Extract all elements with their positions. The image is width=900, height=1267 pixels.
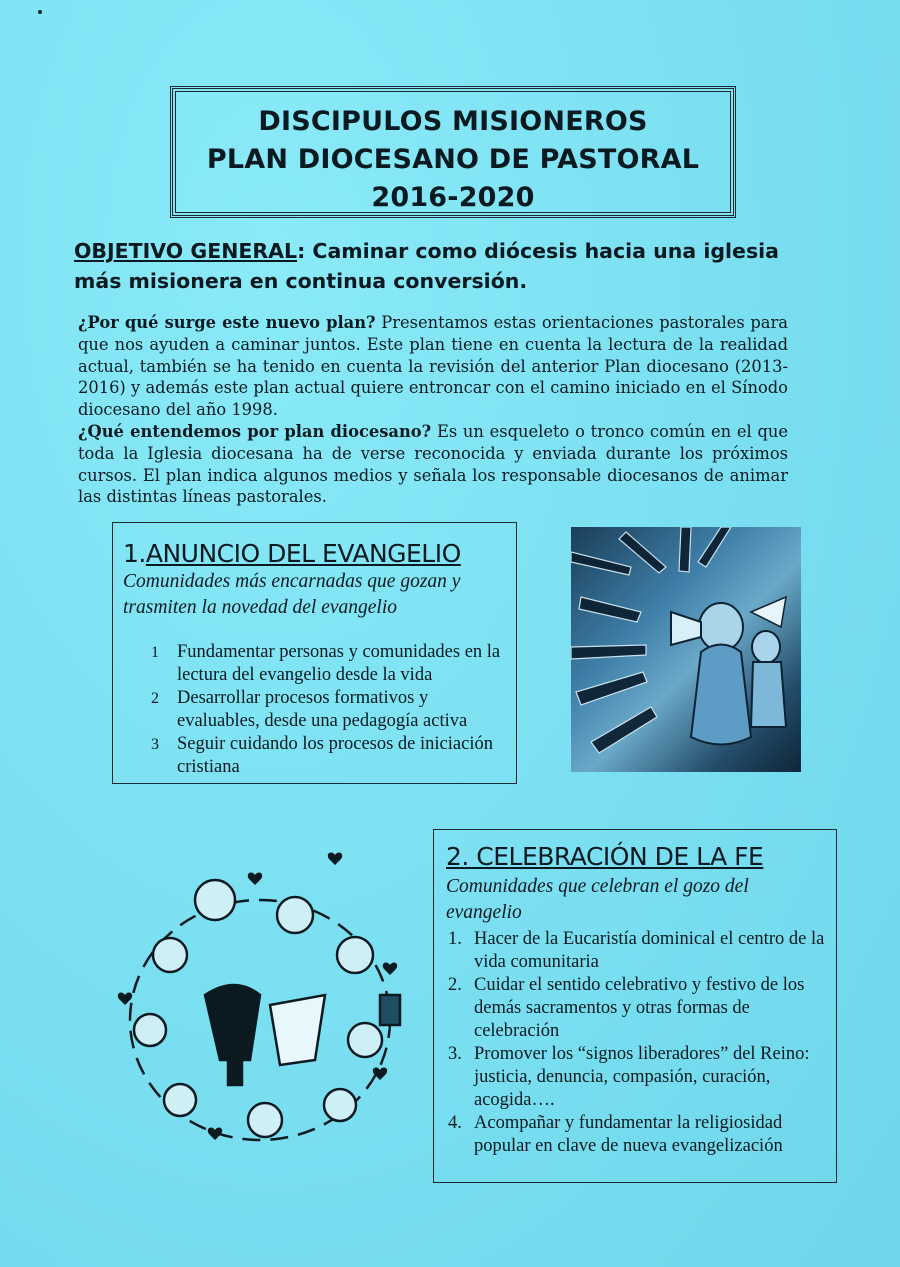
answer-1: Presentamos estas orientaciones pastorales para que nos ayuden a caminar juntos. Este plan tiene en cuenta la lectura de la realidad actual, también se ha tenido en cuenta la revisión del anterior Plan diocesano (2013-2016) y además este plan actual quiere entroncar con el camino iniciado en el Sínodo diocesano del año 1998.	[78, 313, 788, 420]
item-text: Seguir cuidando los procesos de iniciación cristiana	[177, 734, 493, 777]
section-2-list	[448, 928, 833, 1158]
list-item	[448, 974, 833, 1043]
objective-text: : Caminar como diócesis hacia una iglesia más misionera en continua conversión.	[74, 239, 780, 293]
question-1: ¿Por qué surge este nuevo plan?	[78, 313, 376, 332]
answer-2: Es un esqueleto o tronco común en el que toda la Iglesia diocesana ha de verse reconocida y enviada durante los próximos cursos. El plan indica algunos medios y señala los responsable diocesanos de animar las distintas líneas pastorales.	[78, 421, 788, 507]
item-number: 3	[151, 736, 159, 753]
item-number: 2.	[448, 975, 462, 995]
title-line-1: DISCIPULOS MISIONEROS	[258, 106, 648, 137]
section-anuncio-box	[112, 522, 517, 784]
item-text: Fundamentar personas y comunidades en la lectura del evangelio desde la vida	[177, 642, 501, 685]
item-text: Hacer de la Eucaristía dominical el centro de la vida comunitaria	[474, 929, 825, 972]
megaphone-illustration	[571, 527, 801, 772]
intro-paragraph	[78, 312, 788, 508]
general-objective	[74, 236, 804, 296]
section-1-title	[123, 539, 461, 568]
section-1-subtitle: Comunidades más encarnadas que gozan y trasmiten la novedad del evangelio	[123, 571, 461, 618]
title-box	[170, 86, 736, 218]
item-text: Acompañar y fundamentar la religiosidad popular en clave de nueva evangelización	[474, 1113, 783, 1156]
list-item	[448, 928, 833, 974]
item-text: Promover los “signos liberadores” del Reino: justicia, denuncia, compasión, curación, acogida….	[474, 1044, 810, 1110]
title-line-2: PLAN DIOCESANO DE PASTORAL	[206, 144, 700, 175]
title-year: 2016-2020	[371, 182, 535, 213]
section-celebracion-box	[433, 829, 837, 1183]
section-2-subtitle: Comunidades que celebran el gozo del evangelio	[446, 876, 749, 923]
item-text: Desarrollar procesos formativos y evaluables, desde una pedagogía activa	[177, 688, 468, 731]
list-item	[151, 641, 511, 687]
list-item	[151, 733, 511, 779]
question-2: ¿Qué entendemos por plan diocesano?	[78, 421, 432, 441]
celebration-illustration	[110, 845, 410, 1170]
list-item	[151, 687, 511, 733]
section-1-number: 1.	[123, 539, 146, 568]
item-number: 1.	[448, 929, 462, 949]
section-1-list	[151, 641, 511, 779]
item-number: 1	[151, 644, 159, 661]
section-1-title-text: ANUNCIO DEL EVANGELIO	[145, 539, 461, 568]
section-2-title: 2. CELEBRACIÓN DE LA FE	[446, 842, 764, 871]
list-item	[448, 1112, 833, 1158]
objective-label: OBJETIVO GENERAL	[74, 239, 298, 263]
item-number: 4.	[448, 1113, 462, 1133]
list-item	[448, 1043, 833, 1112]
item-text: Cuidar el sentido celebrativo y festivo de los demás sacramentos y otras formas de celebración	[474, 975, 805, 1041]
item-number: 3.	[448, 1044, 462, 1064]
speck	[38, 10, 42, 14]
item-number: 2	[151, 690, 159, 707]
